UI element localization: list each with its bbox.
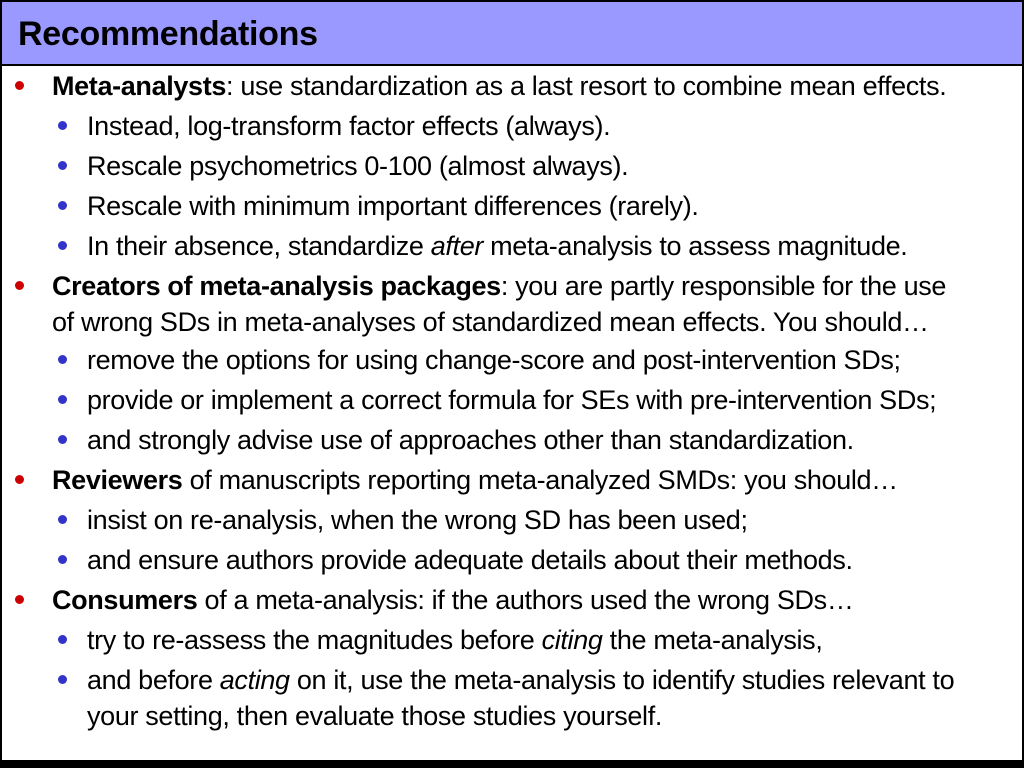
bullet-text-segment: remove the options for using change-score and post-intervention SDs; (87, 345, 901, 375)
bullet-text-segment: of a meta-analysis: if the authors used the wrong SDs… (197, 585, 854, 615)
bullet-text-segment: Rescale psychometrics 0-100 (almost always). (87, 151, 629, 181)
bullet-dot-icon (58, 201, 67, 210)
title-bar (2, 2, 1022, 66)
bullet-text-segment: and before (87, 665, 220, 695)
bullet-dot-icon (58, 555, 67, 564)
bullet-text-segment: : use standardization as a last resort to combine mean effects. (226, 71, 947, 101)
slide-title: Recommendations (18, 15, 318, 53)
bullet-text-segment: try to re-assess the magnitudes before (87, 625, 542, 655)
bullet-dot-icon (15, 475, 24, 484)
bullet-text (87, 385, 936, 415)
bullet-text-segment: and strongly advise use of approaches other than standardization. (87, 425, 854, 455)
bullet-text-segment: citing (541, 625, 603, 655)
bullet-text (52, 585, 853, 615)
bullet-continuation: of wrong SDs in meta-analyses of standardized mean effects. You should… (52, 307, 929, 337)
bullet-dot-icon (58, 515, 67, 524)
bullet-text-segment: Creators of meta-analysis packages (52, 271, 501, 301)
bullet-text-segment: Meta-analysts (52, 71, 227, 101)
bullet-text (87, 425, 854, 455)
bullet-dot-icon (58, 395, 67, 404)
bullet-text-segment: and ensure authors provide adequate details about their methods. (87, 545, 853, 575)
bullet-text-segment: In their absence, standardize (87, 231, 431, 261)
bullet-list (2, 66, 1022, 734)
bullet-item (2, 66, 1022, 106)
bullet-item (2, 460, 1022, 500)
bullet-text-segment: insist on re-analysis, when the wrong SD has been used; (87, 505, 748, 535)
bullet-dot-icon (58, 675, 67, 684)
bullet-item (2, 580, 1022, 620)
bullet-text (87, 231, 907, 261)
bullet-dot-icon (58, 161, 67, 170)
bullet-text-segment: Reviewers (52, 465, 183, 495)
bullet-text (87, 191, 699, 221)
bullet-text (52, 271, 946, 301)
sub-bullet-item (2, 146, 1022, 186)
sub-bullet-item (2, 420, 1022, 460)
bullet-dot-icon (15, 81, 24, 90)
bullet-text-segment: on it, use the meta-analysis to identify studies relevant to (289, 665, 955, 695)
bullet-text-segment: meta-analysis to assess magnitude. (483, 231, 908, 261)
bullet-item (2, 266, 1022, 340)
sub-bullet-item (2, 340, 1022, 380)
bullet-text-segment: provide or implement a correct formula for SEs with pre-intervention SDs; (87, 385, 937, 415)
bullet-text (87, 665, 954, 695)
sub-bullet-item (2, 660, 1022, 734)
sub-bullet-item (2, 540, 1022, 580)
bullet-dot-icon (15, 281, 24, 290)
sub-bullet-item (2, 380, 1022, 420)
bullet-text-segment: Rescale with minimum important differences (rarely). (87, 191, 699, 221)
bullet-text (87, 545, 853, 575)
bullet-text-segment: after (430, 231, 483, 261)
sub-bullet-item (2, 226, 1022, 266)
bullet-dot-icon (58, 435, 67, 444)
bullet-text (87, 625, 822, 655)
sub-bullet-item (2, 500, 1022, 540)
bullet-text (87, 151, 628, 181)
bullet-continuation: your setting, then evaluate those studies yourself. (87, 701, 663, 731)
bullet-text (52, 465, 898, 495)
sub-bullet-item (2, 106, 1022, 146)
bullet-text-segment: acting (219, 665, 290, 695)
sub-bullet-item (2, 620, 1022, 660)
bullet-text (87, 505, 748, 535)
bullet-dot-icon (58, 241, 67, 250)
bullet-text (87, 345, 901, 375)
bullet-text-segment: Consumers (52, 585, 198, 615)
bullet-dot-icon (58, 635, 67, 644)
bullet-dot-icon (58, 355, 67, 364)
bullet-text-segment: : you are partly responsible for the use (500, 271, 947, 301)
bullet-dot-icon (15, 595, 24, 604)
bullet-text (87, 111, 610, 141)
bullet-text-segment: Instead, log-transform factor effects (always). (87, 111, 611, 141)
bullet-text (52, 71, 946, 101)
bullet-text-segment: of manuscripts reporting meta-analyzed SMDs: you should… (182, 465, 898, 495)
sub-bullet-item (2, 186, 1022, 226)
bullet-dot-icon (58, 121, 67, 130)
bullet-text-segment: the meta-analysis, (602, 625, 823, 655)
bottom-border (2, 760, 1022, 766)
